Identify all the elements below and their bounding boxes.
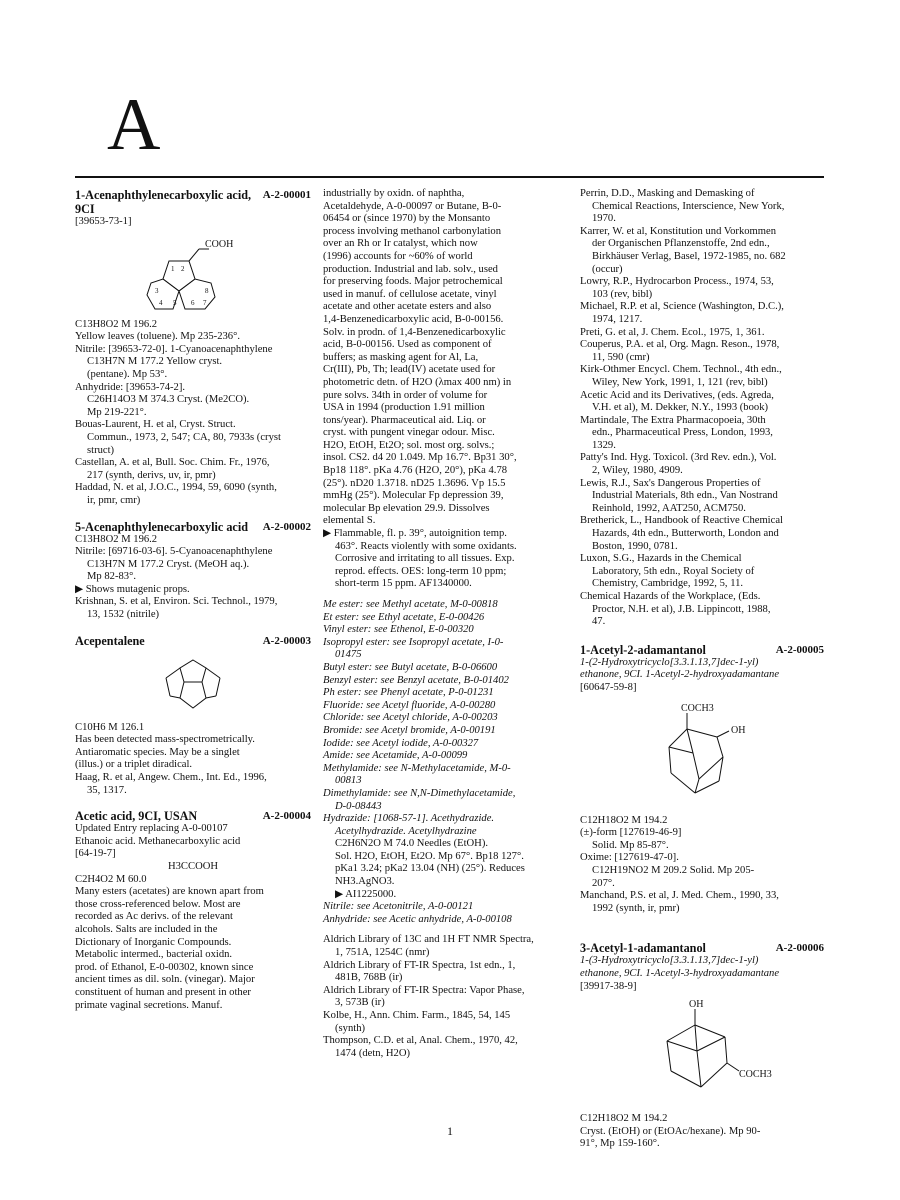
text-line: Amide: see Acetamide, A-0-00099 [323,750,468,762]
text-line: used in manuf. of cellulose acetate, vinyl [323,288,497,300]
text-line: ethanone, 9CI. 1-Acetyl-2-hydroxyadamantane [580,669,780,681]
reference-line: V.H. et al), M. Dekker, N.Y., 1993 (book) [592,402,769,414]
reference-line: Boston, 1990, 0781. [592,540,678,552]
text-line: Bp18 118°. pKa 4.76 (H2O, 20°), pKa 4.78 [323,465,508,477]
text-line: Butyl ester: see Butyl acetate, B-0-06600 [323,661,498,673]
reference-line: Reinhold, 1992, AAT250, ACM750. [592,502,746,514]
text-line: Metabolic intermed., bacterial oxidn. [75,949,233,961]
text-line: ethanone, 9CI. 1-Acetyl-3-hydroxyadamantane [580,967,780,979]
reference-line: edn., Pharmaceutical Press, London, 1993, [592,427,773,439]
entry-title: 5-Acenaphthylenecarboxylic acid [75,519,248,534]
text-line: C10H6 M 126.1 [75,721,145,733]
text-line: 1-(3-Hydroxytricyclo[3.3.1.13,7]dec-1-yl) [580,955,759,967]
reference-line: Bretherick, L., Handbook of Reactive Chemical [580,515,783,527]
entry-heading [580,941,824,955]
text-line: Nitrile: [69716-03-6]. 5-Cyanoacenaphthylene [75,546,273,558]
coch3-label: COCH3 [681,702,714,714]
locant-1: 1 [171,264,175,273]
text-line: process involving methanol carbonylation [323,225,501,237]
text-line: 1474 (detn, H2O) [335,1047,411,1059]
oh-label: OH [731,724,746,736]
reference-line: Patty's Ind. Hyg. Toxicol. (3rd Rev. edn.), Vol. [580,452,777,464]
spacer [323,591,567,599]
reference-line: (occur) [592,263,623,275]
text-line: Solv. in prodn. of 1,4-Benzenedicarboxylic [323,326,506,338]
text-line: 217 (synth, derivs, uv, ir, pmr) [87,469,216,481]
reference-line: 47. [592,616,606,628]
text-line: H2O, EtOH, Et2O; sol. most org. solvs.; [323,439,495,451]
cooh-label: COOH [205,238,234,250]
text-line: acid, B-0-00156. Used as component of [323,339,492,351]
text-line: Oxime: [127619-47-0]. [580,852,679,864]
text-line: 3, 573B (ir) [335,997,385,1009]
text-line: USA in 1994 (production 1.91 million [323,402,485,414]
text-line: over an Rh or Ir catalyst, which now [323,238,478,250]
text-line: Acetylhydrazide. Acetylhydrazine [335,825,477,837]
text-line: C2H4O2 M 60.0 [75,873,147,885]
text-line: primate vaginal secretions. Manuf. [75,999,223,1011]
entry-heading [75,188,311,216]
text-line: C13H8O2 M 196.2 [75,533,158,545]
text-line: acetate and other acetate esters and also [323,301,492,313]
entry-title: 3-Acetyl-1-adamantanol [580,941,706,956]
entry-title: 1-Acenaphthylenecarboxylic acid, 9CI [75,188,252,216]
text-line: Aldrich Library of FT-IR Spectra: Vapor Phase, [323,984,525,996]
reference-line: Preti, G. et al, J. Chem. Ecol., 1975, 1, 361. [580,326,765,338]
locant-5: 5 [173,298,177,307]
text-line: Updated Entry replacing A-0-00107 [75,823,228,835]
locant-2: 2 [181,264,185,273]
text-line: 463°. Reacts violently with some oxidants. [335,540,517,552]
reference-line: Laboratory, 5th edn., Royal Society of [592,565,755,577]
text-line: Cryst. (EtOH) or (EtOAc/hexane). Mp 90- [580,1125,761,1137]
text-line: Nitrile: [39653-72-0]. 1-Cyanoacenaphthylene [75,343,273,355]
reference-line: 2, Wiley, 1980, 4909. [592,465,683,477]
text-line: cryst. with pungent vinegar odour. Misc. [323,427,495,439]
text-line: Bromide: see Acetyl bromide, A-0-00191 [323,724,496,736]
text-line: [39653-73-1] [75,216,132,227]
column-1 [75,188,311,1024]
reference-line: Hazards, 4th edn., Butterworth, London and [592,528,779,540]
text-line: Hydrazide: [1068-57-1]. Acethydrazide. [323,813,495,825]
text-line: buffers; as masking agent for Al, La, [323,351,479,363]
entry-code: A-2-00004 [262,810,311,823]
text-line: (1996) accounts for ~60% of world [323,250,473,262]
text-line: 481B, 768B (ir) [335,972,403,984]
locant-4: 4 [159,298,163,307]
entry-heading [75,809,311,823]
reference-line: 1974, 1217. [592,313,643,325]
reference-line: Kirk-Othmer Encycl. Chem. Technol., 4th edn., [580,364,782,376]
text-line: Corrosive and irritating to all tissues. Exp. [335,553,515,565]
text-line: C26H14O3 M 374.3 Cryst. (Me2CO). [87,394,250,406]
text-line: 00813 [335,775,362,787]
text-line: production. Industrial and lab. solv., used [323,263,498,275]
text-line: industrially by oxidn. of naphtha, [323,188,465,199]
text-line: struct) [87,444,115,456]
text-line: 207°. [592,877,615,889]
text-line: pure solvs. 34th in order of volume for [323,389,488,401]
entry-code: A-2-00006 [775,942,824,955]
text-line: Aldrich Library of 13C and 1H FT NMR Spectra, [323,934,534,946]
text-line: Haddad, N. et al, J.O.C., 1994, 59, 6090 (synth, [75,482,277,494]
text-line: Fluoride: see Acetyl fluoride, A-0-00280 [323,699,496,711]
text-line: Iodide: see Acetyl iodide, A-0-00327 [323,737,479,749]
text-line: C12H18O2 M 194.2 [580,814,668,826]
reference-line: Luxon, S.G., Hazards in the Chemical [580,553,742,565]
text-line: 06454 or (since 1970) by the Monsanto [323,213,491,225]
text-line: Commun., 1973, 2, 547; CA, 80, 7933s (cryst [87,431,281,443]
text-line: alcohols. Salts are included in the [75,923,218,935]
text-line: for preserving foods. Major petrochemical [323,276,503,288]
text-line: Et ester: see Ethyl acetate, E-0-00426 [323,611,485,623]
locant-3: 3 [155,286,159,295]
text-line: 01475 [335,649,362,661]
text-line: photometric detn. of H2O (λmax 400 nm) in [323,376,512,388]
text-line: ancient times as dil. soln. (vinegar). Major [75,974,255,986]
text-line: Mp 82-83°. [87,571,136,583]
text-line: Haag, R. et al, Angew. Chem., Int. Ed., 1996, [75,772,267,784]
text-line: (pentane). Mp 53°. [87,368,168,380]
text-line: (25°). nD20 1.3718. nD25 1.3696. Vp 15.5 [323,477,506,489]
reference-line: Perrin, D.D., Masking and Demasking of [580,188,755,199]
text-line: reprod. effects. OES: long-term 10 ppm; [335,565,507,577]
text-line: NH3.AgNO3. [335,876,395,888]
text-line: recorded as Ac derivs. of the relevant [75,911,233,923]
text-line: tons/year). Pharmaceutical aid. Liq. or [323,414,486,426]
text-line: Mp 219-221°. [87,406,147,418]
compound-entry [580,643,824,916]
reference-line: Couperus, P.A. et al, Org. Magn. Reson., 1978, [580,339,780,351]
compound-entry [75,809,311,1012]
text-line: Benzyl ester: see Benzyl acetate, B-0-01402 [323,674,509,686]
text-line: (synth) [335,1022,366,1034]
text-line: D-0-08443 [335,800,382,812]
text-line: ir, pmr, cmr) [87,494,141,506]
reference-line: Michael, R.P. et al, Science (Washington, D.C.), [580,301,784,313]
text-line: Thompson, C.D. et al, Anal. Chem., 1970, 42, [323,1035,518,1047]
text-line: [39917-38-9] [580,980,637,992]
entry-heading [75,520,311,534]
reference-line: Chemistry, Cambridge, 1992, 5, 11. [592,578,744,590]
text-line: elemental S. [323,515,376,527]
text-line: ▶ Flammable, fl. p. 39°, autoignition temp. [323,528,507,540]
reference-line: Martindale, The Extra Pharmacopoeia, 30th [580,414,766,426]
entry-code: A-2-00001 [262,189,311,201]
text-line: Cr(III), Pb, Th; lead(IV) acetate used for [323,364,496,376]
reference-line: Wiley, New York, 1991, 1, 121 (rev, bibl) [592,376,768,388]
text-line: Acetaldehyde, A-0-00097 or Butane, B-0- [323,200,502,212]
column-3 [580,188,824,1163]
spacer [580,629,824,643]
text-line: C13H7N M 177.2 Yellow cryst. [87,356,223,368]
text-line: prod. of Ethanol, E-0-00302, known since [75,961,254,973]
text-line: Ph ester: see Phenyl acetate, P-0-01231 [323,687,494,699]
text-line: (illus.) or a triplet diradical. [75,759,193,771]
text-line: Castellan, A. et al, Bull. Soc. Chim. Fr., 1976, [75,457,270,469]
section-letter: A [107,84,161,166]
spacer [323,926,567,934]
text-line: constituent of human and present in other [75,986,251,998]
text-line: Krishnan, S. et al, Environ. Sci. Technol., 1979, [75,596,278,608]
text-line: molecular Bp elevation 29.9. Dissolves [323,502,490,514]
entry-heading [75,634,311,648]
text-line: Manchand, P.S. et al, J. Med. Chem., 1990, 33, [580,890,779,902]
column-2 [323,188,567,1060]
text-line: Me ester: see Methyl acetate, M-0-00818 [323,599,498,610]
text-line: Methylamide: see N-Methylacetamide, M-0- [323,762,511,774]
text-line: 1, 751A, 1254C (nmr) [335,947,430,959]
entry-title: Acetic acid, 9CI, USAN [75,809,198,824]
reference-line: Chemical Reactions, Interscience, New York, [592,200,785,212]
reference-line: Proctor, N.H. et al), J.B. Lippincott, 1988, [592,603,771,615]
text-line: ▶ Shows mutagenic props. [75,583,190,595]
text-line: 91°, Mp 159-160°. [580,1138,660,1150]
entry-code: A-2-00003 [262,634,311,647]
text-line: Many esters (acetates) are known apart from [75,886,264,898]
reference-line: Karrer, W. et al, Konstitution und Vorkommen [580,225,777,237]
text-line: C12H18O2 M 194.2 [580,1113,668,1125]
text-line: (±)-form [127619-46-9] [580,827,682,839]
text-line: [60647-59-8] [580,681,637,693]
structure-acepentalene [148,652,238,716]
text-line: Vinyl ester: see Ethenol, E-0-00320 [323,624,474,636]
text-line: H3CCOOH [167,861,219,872]
reference-line: der Organischen Pflanzenstoffe, 2nd edn., [592,238,770,250]
text-line: those cross-referenced below. Most are [75,898,241,910]
reference-line: 1970. [592,213,616,225]
text-line: Has been detected mass-spectrometrically. [75,734,255,746]
reference-line: Birkhäuser Verlag, Basel, 1972-1985, no. 682 [592,250,786,262]
entry-code: A-2-00005 [775,643,824,656]
text-line: Ethanoic acid. Methanecarboxylic acid [75,835,241,847]
entry-code: A-2-00002 [262,520,311,533]
compound-entry [580,941,824,1151]
entry-title: Acepentalene [75,633,145,648]
locant-6: 6 [191,298,195,307]
reference-line: Acetic Acid and its Derivatives, (eds. Agreda, [580,389,774,401]
entry-heading [580,643,824,657]
structure-acenaphthylenecarboxylic-acid [133,233,253,313]
text-line: 1-(2-Hydroxytricyclo[3.3.1.13,7]dec-1-yl) [580,656,759,668]
text-line: Sol. H2O, EtOH, Et2O. Mp 67°. Bp18 127°. [335,850,524,862]
text-line: Aldrich Library of FT-IR Spectra, 1st edn., 1, [323,959,516,971]
text-line: Chloride: see Acetyl chloride, A-0-00203 [323,712,498,724]
text-line: Kolbe, H., Ann. Chim. Farm., 1845, 54, 145 [323,1010,511,1021]
text-line: mmHg (25°). Molecular Fp depression 39, [323,490,504,502]
text-line: 13, 1532 (nitrile) [87,609,160,621]
text-line: Solid. Mp 85-87°. [592,839,669,851]
spacer [580,927,824,941]
text-line: Anhydride: [39653-74-2]. [75,381,186,393]
text-line: 1992 (synth, ir, pmr) [592,902,680,914]
text-line: Antiaromatic species. May be a singlet [75,746,240,758]
text-line: insol. CS2. d4 20 1.049. Mp 16.7°. Bp31 30°, [323,452,517,464]
compound-entry [75,520,311,622]
text-line: Dictionary of Inorganic Compounds. [75,936,232,948]
compound-entry [75,188,311,508]
text-line: pKa1 3.24; pKa2 13.04 (NH) (25°). Reduces [335,863,525,875]
reference-line: Industrial Materials, 8th edn., Van Nostrand [592,490,778,502]
text-line: ▶ AI1225000. [335,888,397,900]
text-line: 1,4-Benzenedicarboxylic acid, B-0-00156. [323,313,504,325]
reference-line: 1329. [592,439,616,451]
oh-label: OH [689,999,704,1011]
entry-title: 1-Acetyl-2-adamantanol [580,642,706,657]
text-line: [64-19-7] [75,848,116,860]
text-line: C13H7N M 177.2 Cryst. (MeOH aq.). [87,558,250,570]
compound-entry [75,634,311,798]
reference-line: Lowry, R.P., Hydrocarbon Process., 1974, 53, [580,276,774,288]
reference-line: Lewis, R.J., Sax's Dangerous Properties of [580,477,761,489]
text-line: Anhydride: see Acetic anhydride, A-0-00108 [323,913,512,925]
text-line: 35, 1317. [87,784,127,796]
text-line: Dimethylamide: see N,N-Dimethylacetamide, [323,787,516,799]
text-line: Isopropyl ester: see Isopropyl acetate, I-0- [323,636,504,648]
structure-3-acetyl-1-adamantanol [627,997,777,1107]
locant-8: 8 [205,286,209,295]
header-rule [75,176,824,178]
coch3-label: COCH3 [739,1069,772,1081]
structure-1-acetyl-2-adamantanol [637,699,767,809]
locant-7: 7 [203,298,207,307]
text-line: C13H8O2 M 196.2 [75,318,158,330]
text-line: Yellow leaves (toluene). Mp 235-236°. [75,331,240,343]
reference-line: 103 (rev, bibl) [592,288,653,300]
text-line: C12H19NO2 M 209.2 Solid. Mp 205- [592,864,755,876]
text-line: Nitrile: see Acetonitrile, A-0-00121 [323,901,474,913]
text-line: Bouas-Laurent, H. et al, Cryst. Struct. [75,419,236,431]
reference-line: 11, 590 (cmr) [592,351,650,363]
page-number: 1 [447,1124,453,1138]
text-line: short-term 15 ppm. AF1340000. [335,578,472,590]
reference-line: Chemical Hazards of the Workplace, (Eds. [580,591,761,602]
text-line: C2H6N2O M 74.0 Needles (EtOH). [335,838,488,850]
